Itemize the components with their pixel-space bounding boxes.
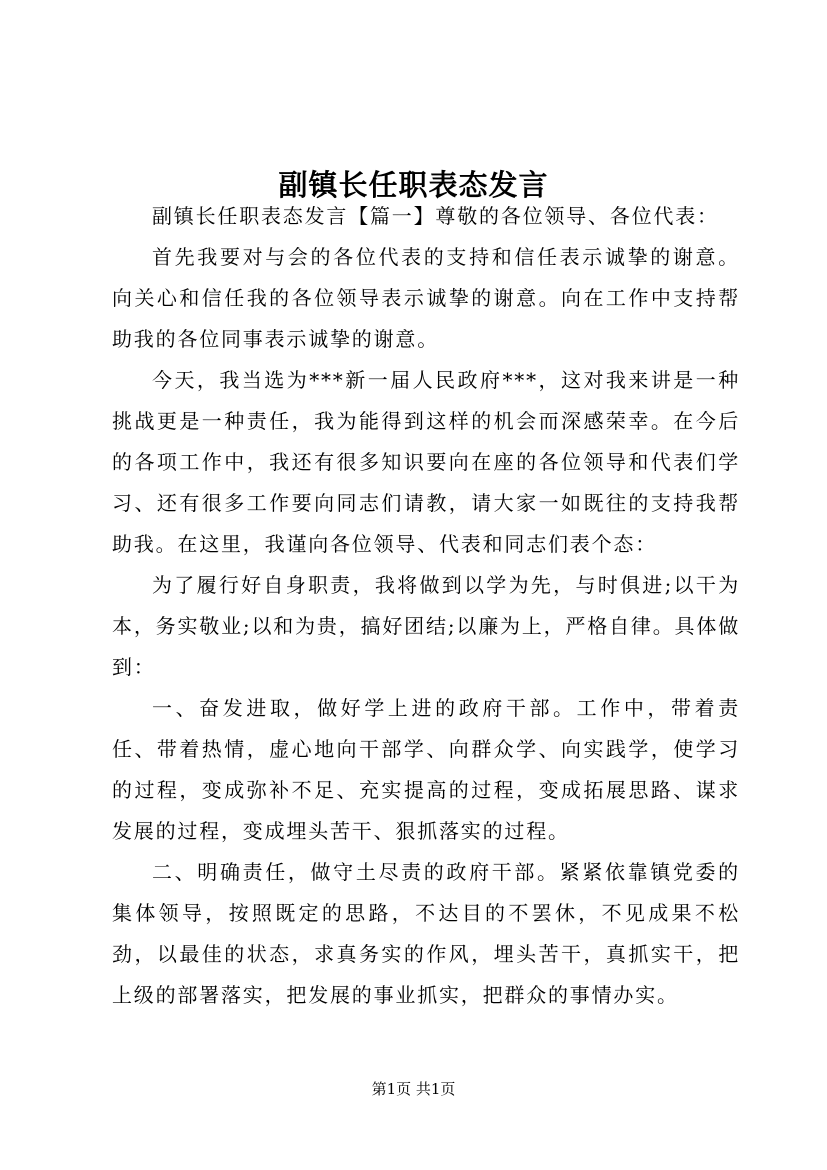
paragraph-6: 二、明确责任，做守土尽责的政府干部。紧紧依靠镇党委的集体领导，按照既定的思路，不达目的不罢休，不见成果不松劲，以最佳的状态，求真务实的作风，埋头苦干，真抓实干，把上级的部署落实，把发展的事业抓实，把群众的事情办实。 — [112, 860, 740, 1007]
page-footer: 第1页 共1页 — [371, 1080, 456, 1098]
document-title: 副镇长任职表态发言 — [278, 168, 549, 203]
paragraph-2: 首先我要对与会的各位代表的支持和信任表示诚挚的谢意。向关心和信任我的各位领导表示诚挚的谢意。向在工作中支持帮助我的各位同事表示诚挚的谢意。 — [112, 245, 740, 351]
paragraph-4: 为了履行好自身职责，我将做到以学为先，与时俱进;以干为本，务实敬业;以和为贵，搞好团结;以廉为上，严格自律。具体做到： — [112, 573, 740, 679]
paragraph-5: 一、奋发进取，做好学上进的政府干部。工作中，带着责任、带着热情，虚心地向干部学、向群众学、向实践学，使学习的过程，变成弥补不足、充实提高的过程，变成拓展思路、谋求发展的过程，变成埋头苦干、狠抓落实的过程。 — [112, 696, 740, 843]
paragraph-3: 今天，我当选为***新一届人民政府***，这对我来讲是一种挑战更是一种责任，我为能得到这样的机会而深感荣幸。在今后的各项工作中，我还有很多知识要向在座的各位领导和代表们学习、还有很多工作要向同志们请教，请大家一如既往的支持我帮助我。在这里，我谨向各位领导、代表和同志们表个态： — [112, 368, 740, 556]
paragraph-1: 副镇长任职表态发言【篇一】尊敬的各位领导、各位代表： — [152, 204, 719, 228]
document-body — [112, 196, 740, 1016]
